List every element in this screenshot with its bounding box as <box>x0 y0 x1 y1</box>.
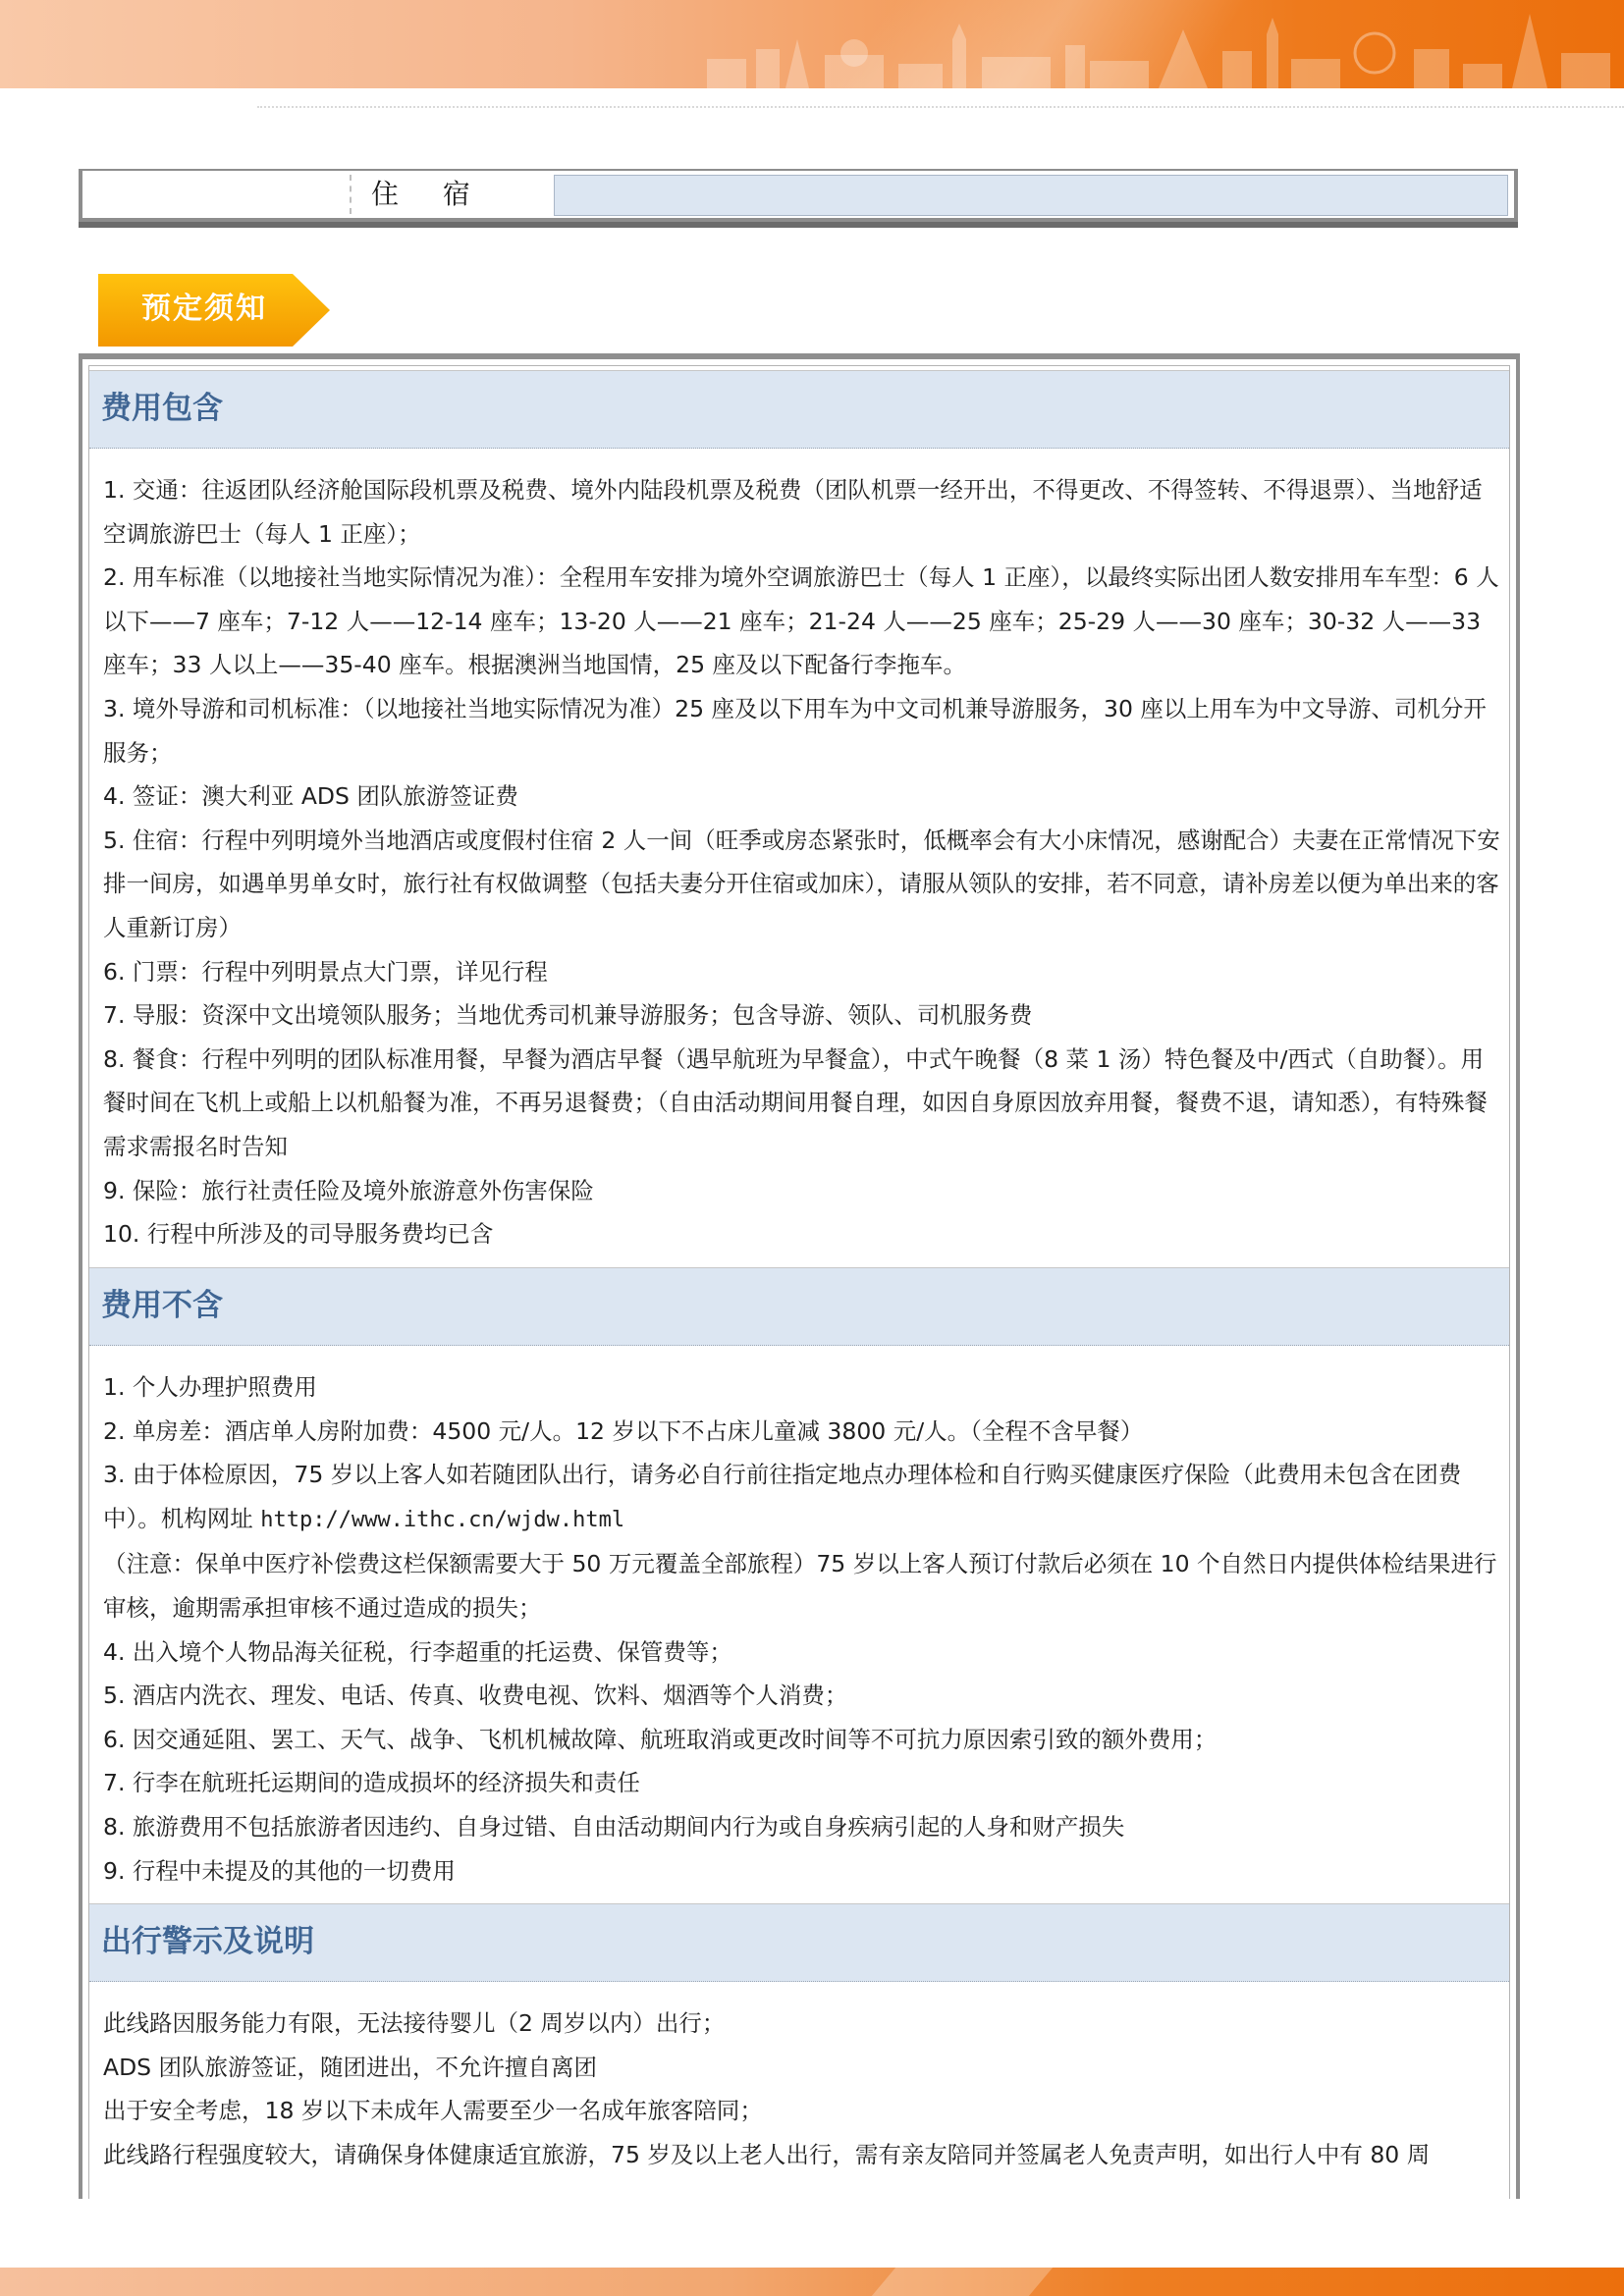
list-item: 8. 旅游费用不包括旅游者因违约、自身过错、自由活动期间内行为或自身疾病引起的人身和财产损失 <box>103 1812 1125 1841</box>
list-item: 9. 行程中未提及的其他的一切费用 <box>103 1856 456 1885</box>
list-item: 7. 导服：资深中文出境领队服务；当地优秀司机兼导游服务；包含导游、领队、司机服务费 <box>103 1001 1033 1030</box>
fees-included-title: 费用包含 <box>101 391 223 426</box>
list-item: 6. 门票：行程中列明景点大门票，详见行程 <box>103 957 548 986</box>
fees-excluded-header <box>89 1267 1509 1346</box>
fees-included-list <box>103 468 1501 1256</box>
lodging-value-cell <box>554 175 1508 216</box>
booking-notice-panel <box>79 353 1520 2199</box>
list-item: 4. 出入境个人物品海关征税，行李超重的托运费、保管费等； <box>103 1637 732 1666</box>
list-item: 9. 保险：旅行社责任险及境外旅游意外伤害保险 <box>103 1176 594 1204</box>
lodging-shadow <box>79 222 1518 228</box>
list-item: 2. 用车标准（以地接社当地实际情况为准）：全程用车安排为境外空调旅游巴士（每人 1 正座），以最终实际出团人数安排用车车型：6 人以下——7 座车；7-12 人——12-14 座车；13-20 人——21 座车；21-24 人——25 座车；25-29 人——30 座车；30-32 人——33 座车；33 人以上——35-40 座车。根据澳洲当地国情，25 座及以下配备行李拖车。 <box>103 563 1499 679</box>
list-item: 5. 住宿：行程中列明境外当地酒店或度假村住宿 2 人一间（旺季或房态紧张时，低概率会有大小床情况，感谢配合）夫妻在正常情况下安排一间房，如遇单男单女时，旅行社有权做调整（包括夫妻分开住宿或加床），请服从领队的安排，若不同意，请补房差以便为单出来的客人重新订房） <box>103 826 1500 941</box>
header-banner <box>0 0 1624 88</box>
list-item <box>103 1453 1501 1542</box>
list-item: 4. 签证：澳大利亚 ADS 团队旅游签证费 <box>103 782 518 811</box>
list-item: 出于安全考虑，18 岁以下未成年人需要至少一名成年旅客陪同； <box>103 2097 763 2125</box>
lodging-label: 住 宿 <box>355 175 565 214</box>
travel-warning-header <box>89 1903 1509 1982</box>
fees-excluded-list <box>103 1365 1501 1893</box>
list-item: 3. 境外导游和司机标准：（以地接社当地实际情况为准）25 座及以下用车为中文司机兼导游服务，30 座以上用车为中文导游、司机分开服务； <box>103 694 1487 767</box>
fees-included-header <box>89 370 1509 449</box>
notice-ribbon-title: 预定须知 <box>141 292 267 326</box>
list-item: （注意：保单中医疗补偿费这栏保额需要大于 50 万元覆盖全部旅程）75 岁以上客人预订付款后必须在 10 个自然日内提供体检结果进行审核，逾期需承担审核不通过造成的损失； <box>103 1550 1497 1622</box>
fees-excluded-title: 费用不含 <box>101 1288 223 1323</box>
agency-url-link[interactable]: http://www.ithc.cn/wjdw.html <box>260 1507 625 1532</box>
notice-ribbon <box>98 274 330 347</box>
list-item: 此线路行程强度较大，请确保身体健康适宜旅游，75 岁及以上老人出行，需有亲友陪同并签属老人免责声明，如出行人中有 80 周 <box>103 2140 1431 2168</box>
city-skyline-icon <box>687 10 1624 88</box>
travel-warning-list <box>103 2002 1501 2176</box>
list-item: 7. 行李在航班托运期间的造成损坏的经济损失和责任 <box>103 1769 640 1797</box>
lodging-empty-cell <box>90 175 352 214</box>
booking-notice-inner <box>88 365 1510 2199</box>
footer-shine <box>872 2268 1053 2296</box>
list-item: 1. 个人办理护照费用 <box>103 1373 317 1401</box>
footer-bar <box>0 2268 1624 2296</box>
list-item-text: 3. 由于体检原因，75 岁以上客人如若随团队出行，请务必自行前往指定地点办理体检和自行购买健康医疗保险（此费用未包含在团费中）。机构网址 <box>103 1461 1462 1532</box>
list-item: ADS 团队旅游签证，随团进出，不允许擅自离团 <box>103 2053 598 2081</box>
list-item: 1. 交通：往返团队经济舱国际段机票及税费、境外内陆段机票及税费（团队机票一经开出，不得更改、不得签转、不得退票）、当地舒适空调旅游巴士（每人 1 正座）； <box>103 476 1483 548</box>
list-item: 此线路因服务能力有限，无法接待婴儿（2 周岁以内）出行； <box>103 2009 726 2037</box>
travel-warning-title: 出行警示及说明 <box>101 1924 314 1959</box>
list-item: 2. 单房差：酒店单人房附加费：4500 元/人。12 岁以下不占床儿童减 3800 元/人。（全程不含早餐） <box>103 1416 1144 1445</box>
list-item: 8. 餐食：行程中列明的团队标准用餐，早餐为酒店早餐（遇早航班为早餐盒），中式午晚餐（8 菜 1 汤）特色餐及中/西式（自助餐）。用餐时间在飞机上或船上以机船餐为准，不再另退餐费；（自由活动期间用餐自理，如因自身原因放弃用餐，餐费不退，请知悉），有特殊餐需求需报名时告知 <box>103 1044 1488 1160</box>
list-item: 5. 酒店内洗衣、理发、电话、传真、收费电视、饮料、烟酒等个人消费； <box>103 1682 848 1710</box>
header-divider <box>257 106 1624 108</box>
list-item: 10. 行程中所涉及的司导服务费均已含 <box>103 1220 494 1249</box>
lodging-row <box>79 169 1518 222</box>
list-item: 6. 因交通延阻、罢工、天气、战争、飞机机械故障、航班取消或更改时间等不可抗力原因索引致的额外费用； <box>103 1725 1218 1753</box>
